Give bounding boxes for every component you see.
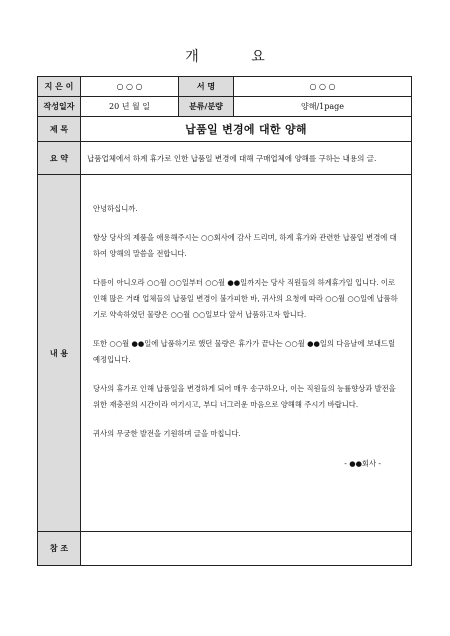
sender-signature: - ●●회사 -	[344, 459, 381, 468]
content-paragraph: 당사의 휴가로 인해 납품일을 변경하게 되어 매우 송구하오나, 이는 직원들의 능률향상과 발전을 위한 재충전의 시간이라 여기시고, 부디 너그러운 마음으로 양해해 주시기 바랍니다.	[93, 384, 396, 409]
reference-label: 참 조	[38, 532, 81, 566]
writer-value: ○ ○ ○	[81, 77, 179, 97]
content-paragraph: 다름이 아니오라 ○○월 ○○일부터 ○○월 ●●일까지는 당사 직원들의 하계휴가일 입니다. 이로 인해 많은 거래 업체들의 납품일 변경이 불가피한 바, 귀사의 요청에 따라 ○○월 ○○일에 납품하기로 약속하였던 물량은 ○○월 ○○일보다 앞서 납품하고자 합니다.	[93, 278, 398, 319]
content-paragraph: 또한 ○○월 ●●일에 납품하기로 했던 물량은 휴가가 끝나는 ○○월 ●●일의 다음날에 보내드릴 예정입니다.	[93, 339, 396, 364]
date-row	[38, 97, 412, 117]
content-row	[38, 175, 412, 532]
subject-label: 제 목	[38, 117, 81, 142]
writer-label: 지 은 이	[38, 77, 81, 97]
category-label: 분류/분량	[179, 97, 234, 117]
date-value: 20 년 월 일	[81, 97, 179, 117]
content-paragraph: 항상 당사의 제품을 애용해주시는 ○○회사에 감사 드리며, 하계 휴가와 관련한 납품일 변경에 대하여 양해의 말씀을 전합니다.	[93, 233, 397, 258]
subject-row	[38, 117, 412, 142]
content-label: 내 용	[38, 175, 81, 532]
content-paragraph: 귀사의 무궁한 발전을 기원하며 글을 마칩니다.	[93, 429, 241, 438]
signature-label: 서 명	[179, 77, 234, 97]
summary-form	[37, 76, 412, 566]
reference-value	[81, 532, 412, 566]
writer-row	[38, 77, 412, 97]
content-paragraph: 안녕하십니까.	[93, 204, 138, 213]
document-title: 개 요	[185, 49, 289, 65]
category-value: 양해/1page	[234, 97, 412, 117]
subject-value: 납품일 변경에 대한 양해	[81, 117, 412, 142]
summary-value: 납품업체에서 하계 휴가로 인한 납품일 변경에 대해 구매업체에 양해를 구하는 내용의 글.	[81, 142, 412, 175]
date-label: 작성일자	[38, 97, 81, 117]
summary-row	[38, 142, 412, 175]
summary-label: 요 약	[38, 142, 81, 175]
reference-row	[38, 532, 412, 566]
content-body	[81, 175, 412, 532]
signature-value: ○ ○ ○	[234, 77, 412, 97]
